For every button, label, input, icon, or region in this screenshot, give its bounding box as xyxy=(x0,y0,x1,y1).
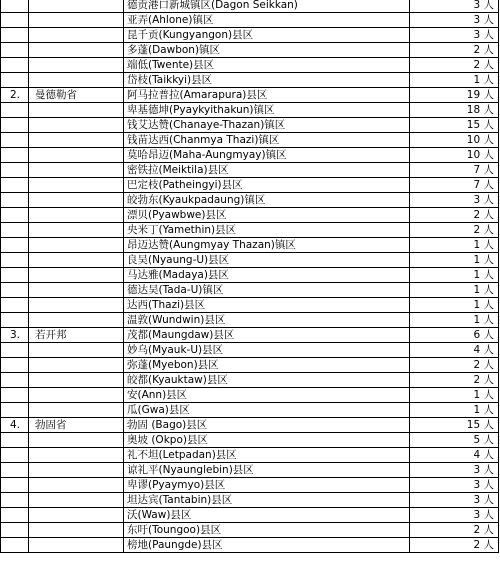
province-cell xyxy=(29,283,124,298)
township-cell: 德达吴(Tada-U)镇区 xyxy=(124,283,410,298)
count-cell: 2 人 xyxy=(410,538,499,553)
township-cell: 奥坡 (Okpo)县区 xyxy=(124,433,410,448)
table-row xyxy=(1,88,499,103)
township-cell: 妙乌(Myauk-U)县区 xyxy=(124,343,410,358)
province-cell xyxy=(29,253,124,268)
table-row xyxy=(1,268,499,283)
table-row xyxy=(1,358,499,373)
township-cell: 瓜(Gwa)县区 xyxy=(124,403,410,418)
table-row xyxy=(1,58,499,73)
township-cell: 弥蓬(Myebon)县区 xyxy=(124,358,410,373)
province-cell xyxy=(29,373,124,388)
row-index-cell xyxy=(1,253,29,268)
row-index-cell xyxy=(1,343,29,358)
row-index-cell xyxy=(1,313,29,328)
province-cell xyxy=(29,508,124,523)
row-index-cell: 4. xyxy=(1,418,29,433)
row-index-cell xyxy=(1,133,29,148)
province-cell xyxy=(29,538,124,553)
township-cell: 安(Ann)县区 xyxy=(124,388,410,403)
table-row xyxy=(1,523,499,538)
count-cell: 1 人 xyxy=(410,283,499,298)
row-index-cell xyxy=(1,508,29,523)
township-cell: 茂都(Maungdaw)县区 xyxy=(124,328,410,343)
township-cell: 央米丁(Yamethin)县区 xyxy=(124,223,410,238)
row-index-cell xyxy=(1,388,29,403)
count-cell: 3 人 xyxy=(410,0,499,13)
table-row xyxy=(1,418,499,433)
count-cell: 3 人 xyxy=(410,463,499,478)
row-index-cell: 3. xyxy=(1,328,29,343)
count-cell: 3 人 xyxy=(410,13,499,28)
row-index-cell xyxy=(1,238,29,253)
province-cell xyxy=(29,13,124,28)
township-cell: 漂贝(Pyawbwe)县区 xyxy=(124,208,410,223)
row-index-cell xyxy=(1,298,29,313)
row-index-cell xyxy=(1,73,29,88)
row-index-cell xyxy=(1,58,29,73)
province-cell xyxy=(29,133,124,148)
table-row xyxy=(1,463,499,478)
row-index-cell xyxy=(1,43,29,58)
count-cell: 1 人 xyxy=(410,268,499,283)
count-cell: 15 人 xyxy=(410,418,499,433)
province-cell xyxy=(29,268,124,283)
township-cell: 谅礼平(Nyaunglebin)县区 xyxy=(124,463,410,478)
row-index-cell xyxy=(1,163,29,178)
table-row xyxy=(1,223,499,238)
row-index-cell xyxy=(1,118,29,133)
row-index-cell xyxy=(1,0,29,13)
township-cell: 德贡港口新城镇区(Dagon Seikkan) xyxy=(124,0,410,13)
township-cell: 阿马拉普拉(Amarapura)县区 xyxy=(124,88,410,103)
row-index-cell xyxy=(1,523,29,538)
township-cell: 密铁拉(Meiktila)县区 xyxy=(124,163,410,178)
table-row xyxy=(1,508,499,523)
row-index-cell xyxy=(1,178,29,193)
table-row xyxy=(1,193,499,208)
count-cell: 1 人 xyxy=(410,298,499,313)
row-index-cell xyxy=(1,13,29,28)
table-row xyxy=(1,73,499,88)
count-cell: 1 人 xyxy=(410,388,499,403)
count-cell: 6 人 xyxy=(410,328,499,343)
table-row xyxy=(1,313,499,328)
province-cell: 若开邦 xyxy=(29,328,124,343)
province-cell xyxy=(29,178,124,193)
row-index-cell xyxy=(1,433,29,448)
table-row xyxy=(1,403,499,418)
count-cell: 15 人 xyxy=(410,118,499,133)
province-cell xyxy=(29,223,124,238)
township-cell: 达西(Thazi)县区 xyxy=(124,298,410,313)
province-cell xyxy=(29,358,124,373)
count-cell: 1 人 xyxy=(410,313,499,328)
table-row xyxy=(1,448,499,463)
province-cell xyxy=(29,313,124,328)
township-cell: 昆千贡(Kungyangon)县区 xyxy=(124,28,410,43)
township-cell: 岱枝(Taikkyi)县区 xyxy=(124,73,410,88)
table-row xyxy=(1,388,499,403)
province-cell xyxy=(29,523,124,538)
table-row xyxy=(1,208,499,223)
row-index-cell xyxy=(1,148,29,163)
township-cell: 亚弄(Ahlone)镇区 xyxy=(124,13,410,28)
count-cell: 1 人 xyxy=(410,403,499,418)
table-row xyxy=(1,133,499,148)
count-cell: 2 人 xyxy=(410,358,499,373)
row-index-cell xyxy=(1,103,29,118)
province-cell xyxy=(29,493,124,508)
table-row xyxy=(1,433,499,448)
province-cell xyxy=(29,388,124,403)
table-row xyxy=(1,43,499,58)
township-cell: 沃(Waw)县区 xyxy=(124,508,410,523)
row-index-cell xyxy=(1,478,29,493)
province-cell xyxy=(29,208,124,223)
count-cell: 4 人 xyxy=(410,343,499,358)
province-cell xyxy=(29,238,124,253)
table-row xyxy=(1,238,499,253)
row-index-cell: 2. xyxy=(1,88,29,103)
province-cell xyxy=(29,463,124,478)
row-index-cell xyxy=(1,208,29,223)
table-row xyxy=(1,343,499,358)
count-cell: 7 人 xyxy=(410,163,499,178)
township-cell: 巴定枝(Patheingyi)县区 xyxy=(124,178,410,193)
table-row xyxy=(1,493,499,508)
table-row xyxy=(1,148,499,163)
count-cell: 3 人 xyxy=(410,478,499,493)
count-cell: 3 人 xyxy=(410,28,499,43)
row-index-cell xyxy=(1,463,29,478)
township-cell: 皎都(Kyauktaw)县区 xyxy=(124,373,410,388)
row-index-cell xyxy=(1,223,29,238)
province-cell xyxy=(29,118,124,133)
count-cell: 2 人 xyxy=(410,43,499,58)
count-cell: 10 人 xyxy=(410,133,499,148)
count-cell: 1 人 xyxy=(410,73,499,88)
township-cell: 卑谬(Pyaymyo)县区 xyxy=(124,478,410,493)
province-cell xyxy=(29,58,124,73)
province-cell xyxy=(29,448,124,463)
province-cell xyxy=(29,163,124,178)
table-row xyxy=(1,328,499,343)
table-row xyxy=(1,163,499,178)
table-row xyxy=(1,253,499,268)
township-cell: 榜地(Paungde)县区 xyxy=(124,538,410,553)
count-cell: 1 人 xyxy=(410,238,499,253)
table-row xyxy=(1,103,499,118)
province-cell xyxy=(29,298,124,313)
table-row xyxy=(1,0,499,13)
province-cell xyxy=(29,403,124,418)
count-cell: 1 人 xyxy=(410,253,499,268)
row-index-cell xyxy=(1,193,29,208)
table-row xyxy=(1,28,499,43)
table-row xyxy=(1,373,499,388)
township-cell: 良吴(Nyaung-U)县区 xyxy=(124,253,410,268)
province-cell xyxy=(29,343,124,358)
township-cell: 温敦(Wundwin)县区 xyxy=(124,313,410,328)
township-cell: 坦达宾(Tantabin)县区 xyxy=(124,493,410,508)
count-cell: 3 人 xyxy=(410,493,499,508)
count-cell: 19 人 xyxy=(410,88,499,103)
township-cell: 皎勃东(Kyaukpadaung)镇区 xyxy=(124,193,410,208)
count-cell: 4 人 xyxy=(410,448,499,463)
township-cell: 卑基德坤(Pyaykyithakun)镇区 xyxy=(124,103,410,118)
province-cell xyxy=(29,193,124,208)
table-row xyxy=(1,538,499,553)
row-index-cell xyxy=(1,373,29,388)
township-cell: 东吁(Toungoo)县区 xyxy=(124,523,410,538)
province-cell xyxy=(29,0,124,13)
row-index-cell xyxy=(1,493,29,508)
row-index-cell xyxy=(1,268,29,283)
count-cell: 10 人 xyxy=(410,148,499,163)
table-row xyxy=(1,13,499,28)
province-cell: 勃固省 xyxy=(29,418,124,433)
table-row xyxy=(1,118,499,133)
count-cell: 2 人 xyxy=(410,523,499,538)
township-cell: 多蓬(Dawbon)镇区 xyxy=(124,43,410,58)
row-index-cell xyxy=(1,538,29,553)
table-row xyxy=(1,178,499,193)
township-cell: 马达雅(Madaya)县区 xyxy=(124,268,410,283)
row-index-cell xyxy=(1,283,29,298)
count-cell: 2 人 xyxy=(410,58,499,73)
count-cell: 18 人 xyxy=(410,103,499,118)
count-cell: 2 人 xyxy=(410,373,499,388)
township-cell: 勃固 (Bago)县区 xyxy=(124,418,410,433)
township-cell: 端低(Twente)县区 xyxy=(124,58,410,73)
table-body xyxy=(1,0,499,553)
province-cell xyxy=(29,28,124,43)
province-cell xyxy=(29,43,124,58)
province-cell xyxy=(29,433,124,448)
table-row xyxy=(1,478,499,493)
province-cell xyxy=(29,478,124,493)
township-cell: 莫哈昂迈(Maha-Aungmyay)镇区 xyxy=(124,148,410,163)
row-index-cell xyxy=(1,403,29,418)
province-cell xyxy=(29,73,124,88)
township-cell: 礼不坦(Letpadan)县区 xyxy=(124,448,410,463)
count-cell: 2 人 xyxy=(410,223,499,238)
province-cell: 曼德勒省 xyxy=(29,88,124,103)
province-cell xyxy=(29,148,124,163)
township-cell: 钱苗达西(Chanmya Thazi)镇区 xyxy=(124,133,410,148)
row-index-cell xyxy=(1,358,29,373)
row-index-cell xyxy=(1,28,29,43)
township-cell: 钱艾达赞(Chanaye-Thazan)镇区 xyxy=(124,118,410,133)
table-row xyxy=(1,283,499,298)
province-cell xyxy=(29,103,124,118)
count-cell: 2 人 xyxy=(410,208,499,223)
count-cell: 7 人 xyxy=(410,178,499,193)
row-index-cell xyxy=(1,448,29,463)
count-cell: 5 人 xyxy=(410,433,499,448)
table-row xyxy=(1,298,499,313)
count-cell: 3 人 xyxy=(410,508,499,523)
township-cell: 昂迈达赞(Aungmyay Thazan)镇区 xyxy=(124,238,410,253)
count-cell: 3 人 xyxy=(410,193,499,208)
